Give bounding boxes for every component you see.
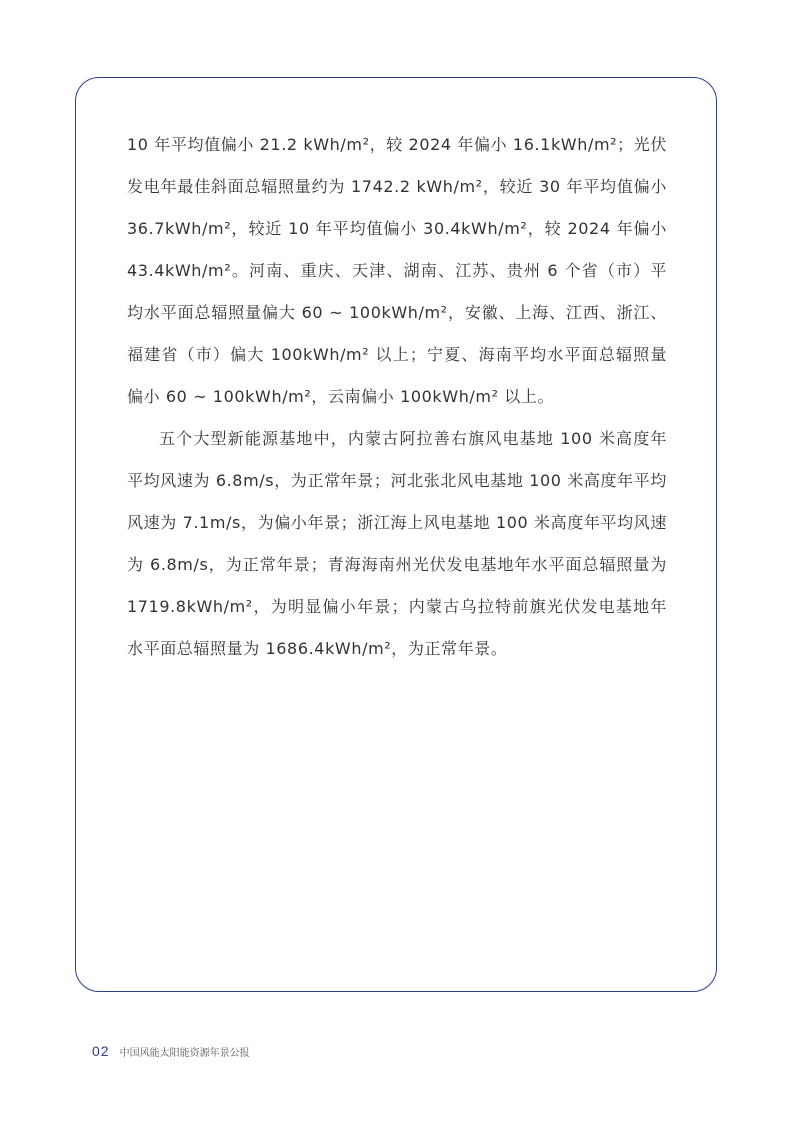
- page-footer: [92, 1043, 250, 1059]
- paragraph-energy-bases: 五个大型新能源基地中，内蒙古阿拉善右旗风电基地 100 米高度年平均风速为 6.8m/s，为正常年景；河北张北风电基地 100 米高度年平均风速为 7.1m/s，为偏小年景；浙江海上风电基地 100 米高度年平均风速为 6.8m/s，为正常年景；青海海南州光伏发电基地年水平面总辐照量为 1719.8kWh/m²，为明显偏小年景；内蒙古乌拉特前旗光伏发电基地年水平面总辐照量为 1686.4kWh/m²，为正常年景。: [127, 429, 667, 658]
- body-content: [127, 124, 667, 670]
- page-number: 02: [92, 1043, 110, 1059]
- paragraph-radiation-summary: 10 年平均值偏小 21.2 kWh/m²，较 2024 年偏小 16.1kWh/m²；光伏发电年最佳斜面总辐照量约为 1742.2 kWh/m²，较近 30 年平均值偏小 36.7kWh/m²，较近 10 年平均值偏小 30.4kWh/m²，较 2024 年偏小 43.4kWh/m²。河南、重庆、天津、湖南、江苏、贵州 6 个省（市）平均水平面总辐照量偏大 60 ~ 100kWh/m²，安徽、上海、江西、浙江、福建省（市）偏大 100kWh/m² 以上；宁夏、海南平均水平面总辐照量偏小 60 ~ 100kWh/m²，云南偏小 100kWh/m² 以上。: [127, 135, 667, 406]
- document-title: 中国风能太阳能资源年景公报: [119, 1048, 250, 1059]
